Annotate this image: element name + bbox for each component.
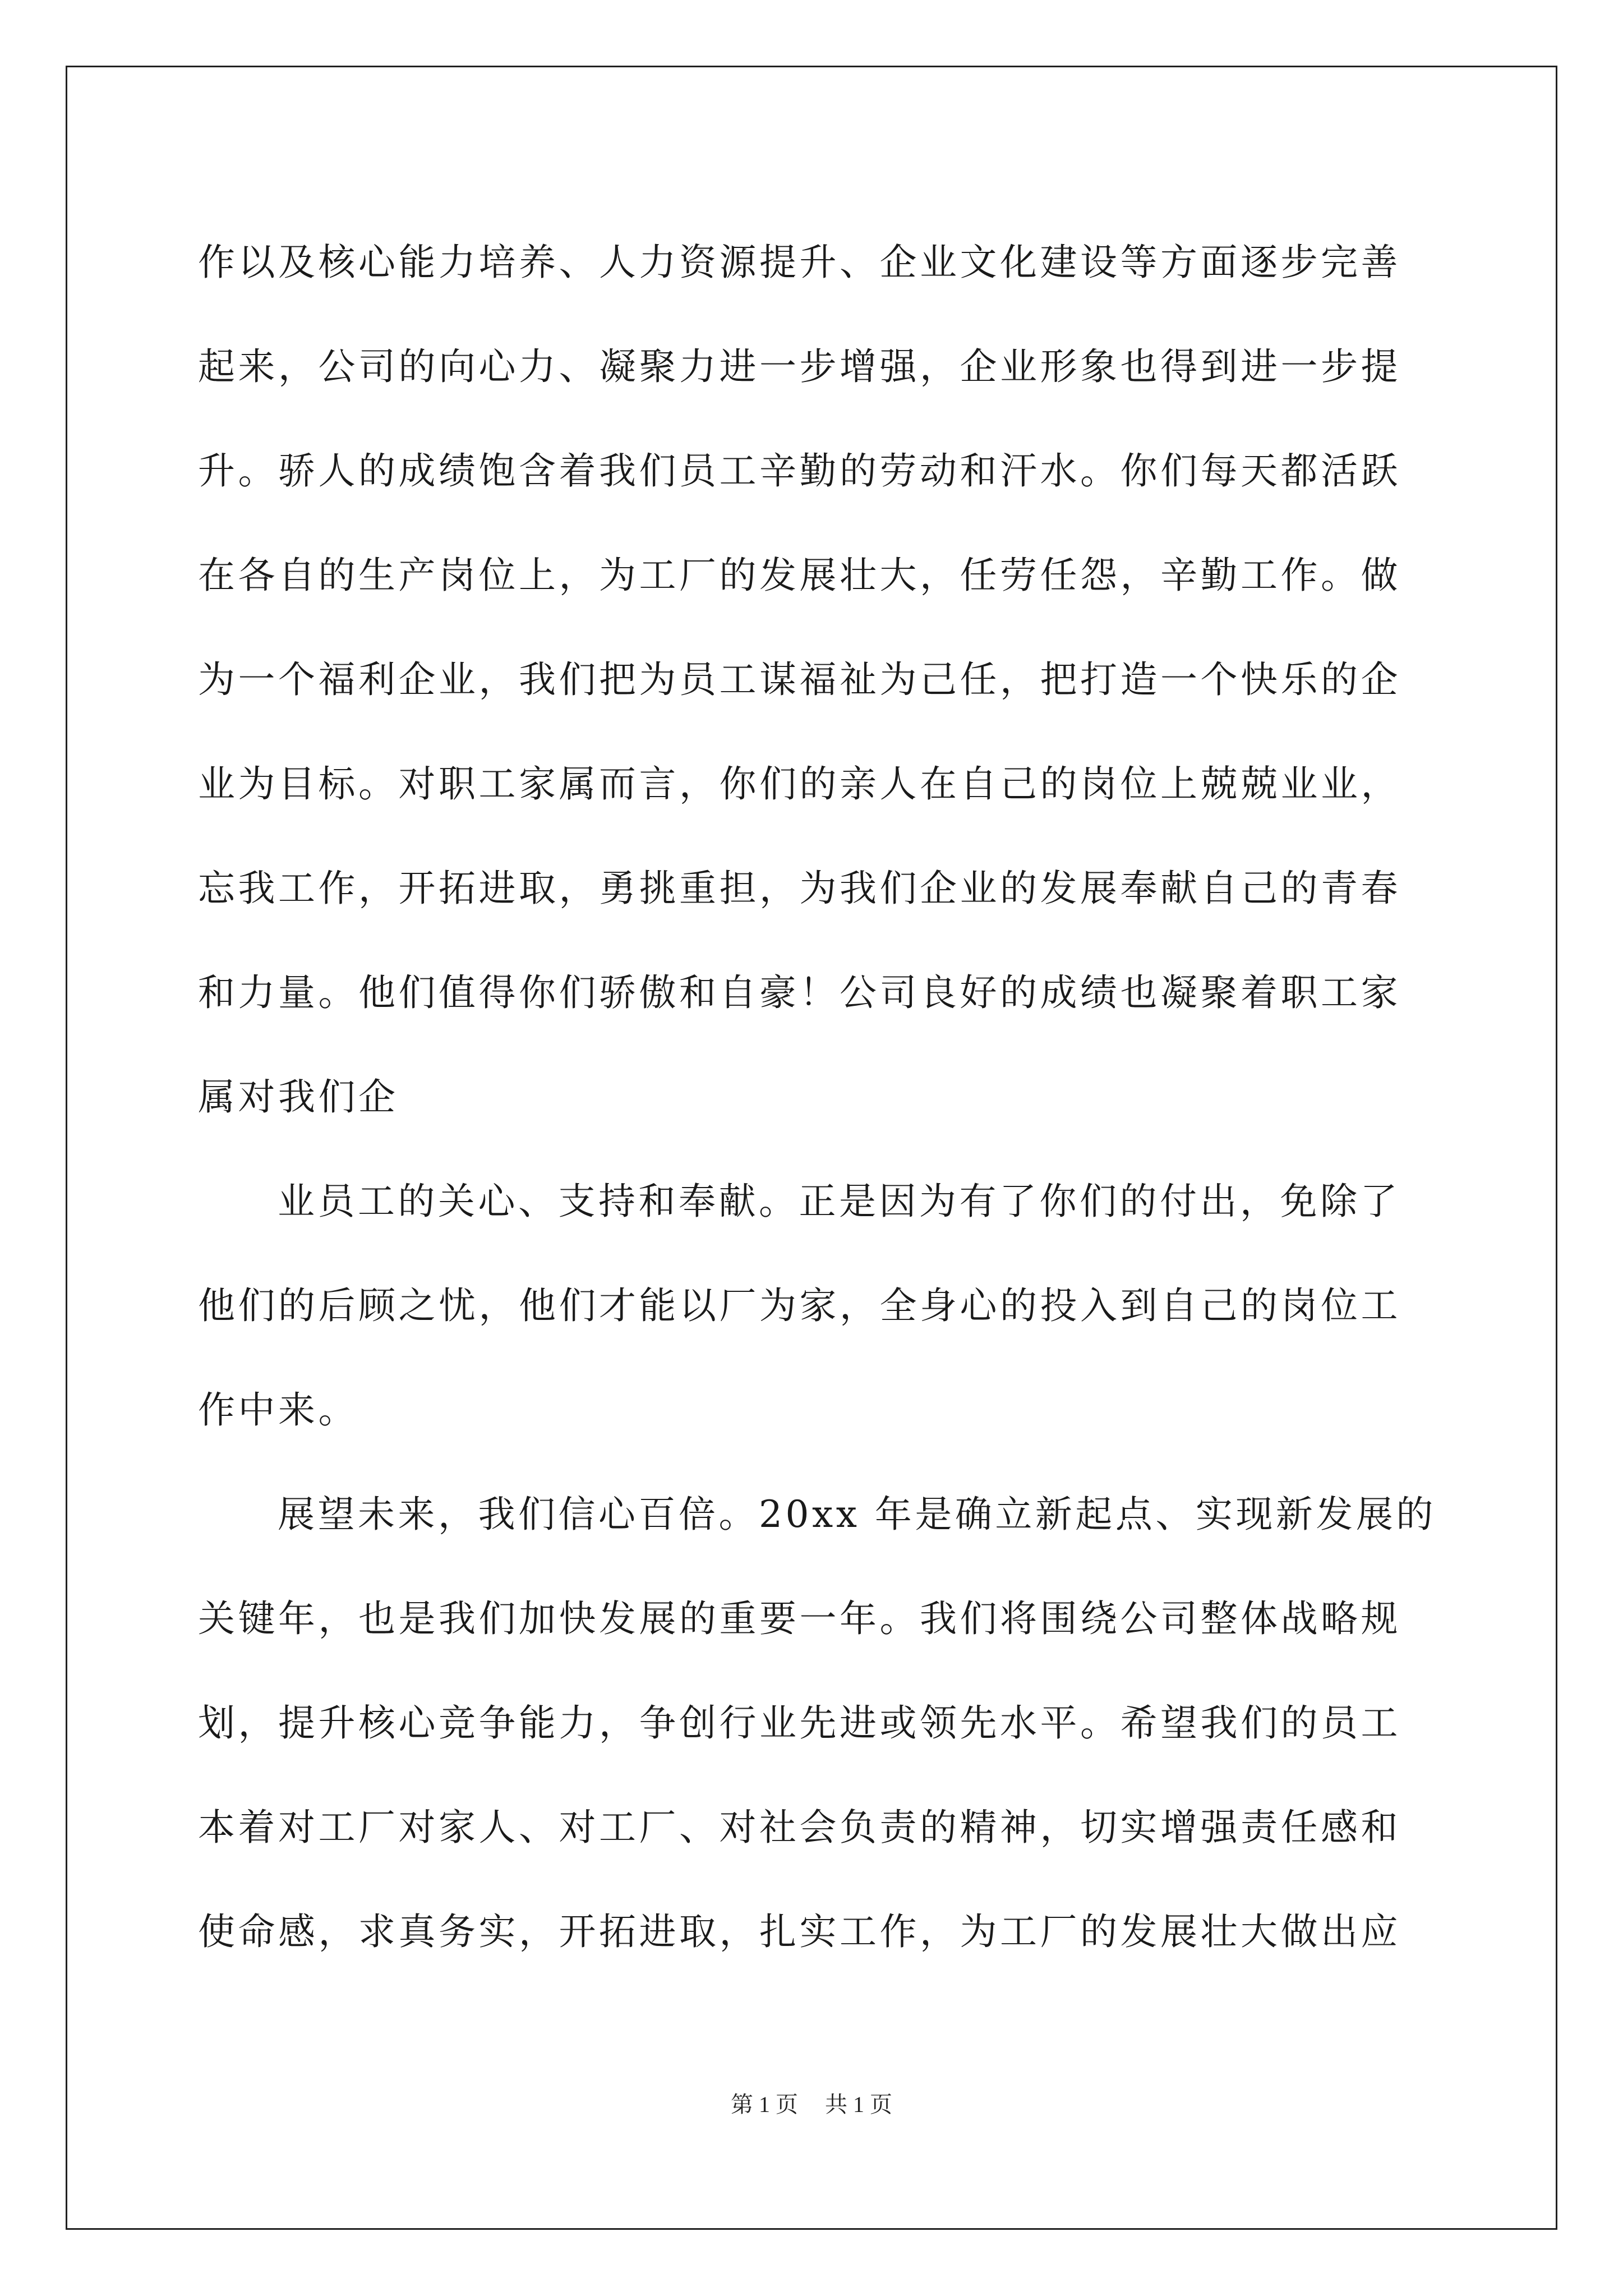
- text-line: 作中来。: [198, 1388, 358, 1432]
- page-total: 共 1 页: [825, 2092, 892, 2117]
- page-number: 第 1 页: [731, 2092, 798, 2117]
- paragraph-start-line: 业员工的关心、支持和奉献。正是因为有了你们的付出，免除了: [278, 1180, 1400, 1223]
- text-line: 属对我们企: [198, 1075, 399, 1119]
- text-line: 使命感，求真务实，开拓进取，扎实工作，为工厂的发展壮大做出应: [198, 1910, 1401, 1953]
- text-line: 为一个福利企业，我们把为员工谋福祉为己任，把打造一个快乐的企: [198, 658, 1401, 701]
- text-line: 起来，公司的向心力、凝聚力进一步增强，企业形象也得到进一步提: [198, 345, 1401, 388]
- text-line: 和力量。他们值得你们骄傲和自豪！公司良好的成绩也凝聚着职工家: [198, 971, 1401, 1014]
- text-line: 在各自的生产岗位上，为工厂的发展壮大，任劳任怨，辛勤工作。做: [198, 554, 1401, 597]
- text-line: 忘我工作，开拓进取，勇挑重担，为我们企业的发展奉献自己的青春: [198, 867, 1401, 910]
- text-line: 划，提升核心竞争能力，争创行业先进或领先水平。希望我们的员工: [198, 1701, 1401, 1745]
- text-line: 作以及核心能力培养、人力资源提升、企业文化建设等方面逐步完善: [198, 241, 1401, 284]
- page-footer: [0, 2088, 1623, 2122]
- text-line: 他们的后顾之忧，他们才能以厂为家，全身心的投入到自己的岗位工: [198, 1284, 1401, 1327]
- text-line: 本着对工厂对家人、对工厂、对社会负责的精神，切实增强责任感和: [198, 1806, 1401, 1849]
- paragraph-start-line: 展望未来，我们信心百倍。20xx 年是确立新起点、实现新发展的: [278, 1493, 1436, 1536]
- document-body: [198, 210, 1436, 1984]
- text-line: 升。骄人的成绩饱含着我们员工辛勤的劳动和汗水。你们每天都活跃: [198, 449, 1401, 493]
- text-line: 关键年，也是我们加快发展的重要一年。我们将围绕公司整体战略规: [198, 1597, 1401, 1640]
- text-line: 业为目标。对职工家属而言，你们的亲人在自己的岗位上兢兢业业，: [198, 762, 1401, 806]
